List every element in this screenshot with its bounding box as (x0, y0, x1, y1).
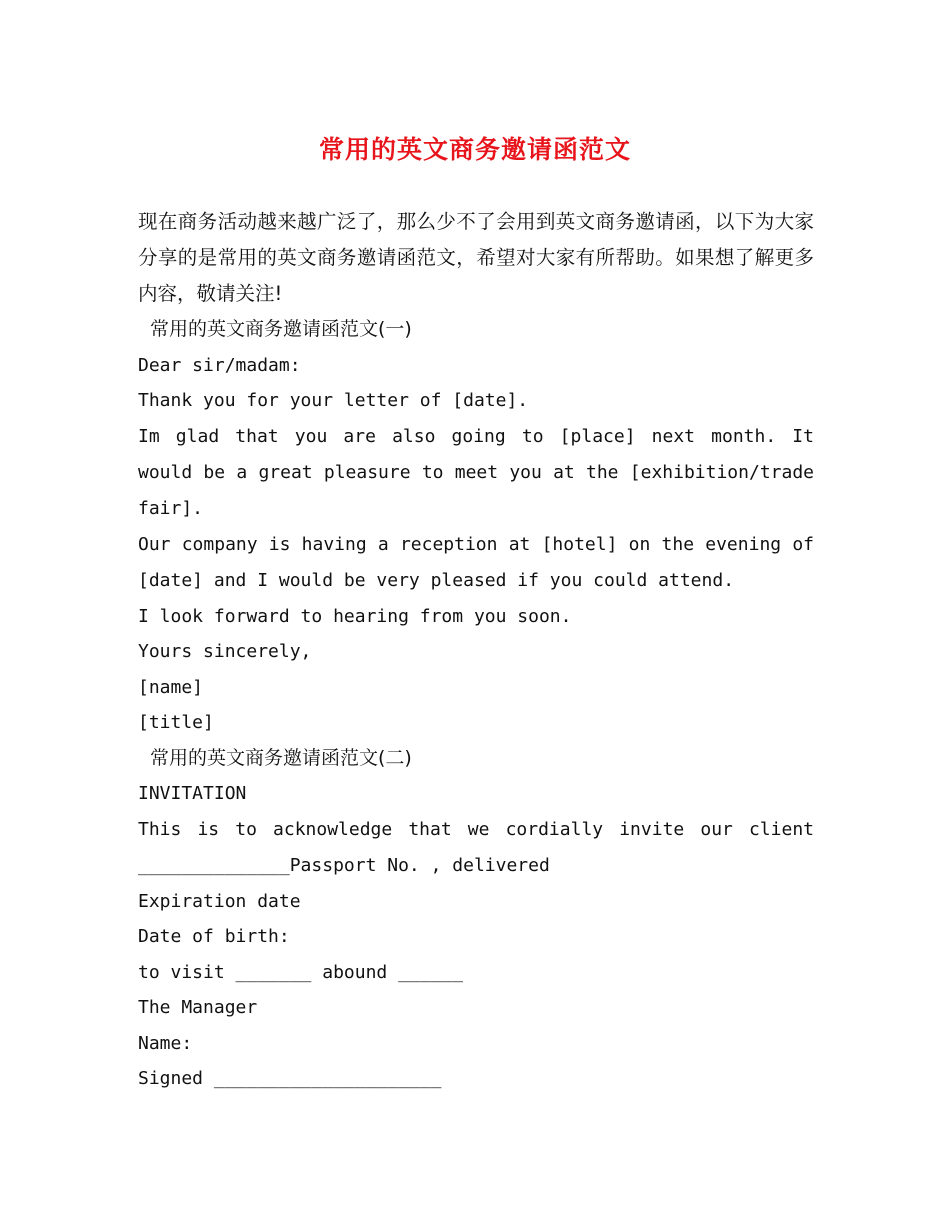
invitation-label: INVITATION (138, 783, 247, 804)
signed-field: Signed _____________________ (138, 1068, 442, 1089)
closing-line: I look forward to hearing from you soon. (138, 605, 572, 627)
name-field: Name: (138, 1032, 193, 1054)
salutation: Dear sir/madam: (138, 354, 301, 376)
visit-field: to visit _______ abound ______ (138, 961, 464, 983)
document-body (138, 312, 814, 1097)
manager-line: The Manager (138, 997, 258, 1018)
letter-paragraph-1: Im glad that you are also going to [place] next month. It would be a great pleasure to meet you at the [exhibition/trade fair]. (138, 425, 814, 519)
section2-heading: 常用的英文商务邀请函范文(二) (150, 746, 412, 769)
document-title: 常用的英文商务邀请函范文 (318, 135, 631, 164)
signoff: Yours sincerely, (138, 641, 312, 662)
date-of-birth-field: Date of birth: (138, 926, 290, 947)
invitation-paragraph: This is to acknowledge that we cordially invite our client ______________Passport No. , delivered (138, 818, 814, 876)
title-placeholder: [title] (138, 712, 214, 733)
section1-heading: 常用的英文商务邀请函范文(一) (150, 318, 412, 340)
expiration-date-field: Expiration date (138, 890, 301, 912)
name-placeholder: [name] (138, 676, 204, 698)
letter-paragraph-2: Our company is having a reception at [hotel] on the evening of [date] and I would be very pleased if you could attend. (138, 533, 814, 591)
intro-paragraph: 现在商务活动越来越广泛了，那么少不了会用到英文商务邀请函，以下为大家分享的是常用的英文商务邀请函范文，希望对大家有所帮助。如果想了解更多内容，敬请关注! (138, 210, 814, 305)
thanks-line: Thank you for your letter of [date]. (138, 390, 529, 411)
